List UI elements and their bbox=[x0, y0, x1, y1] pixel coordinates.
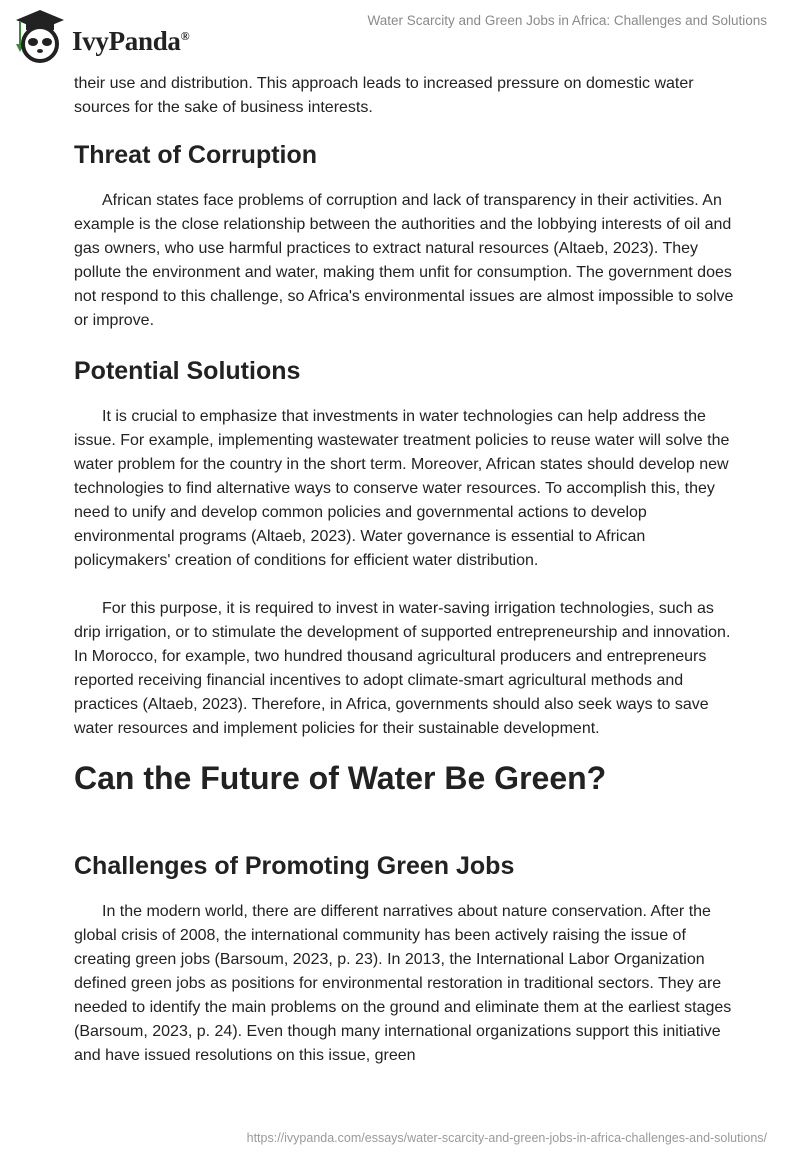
paragraph: African states face problems of corruption and lack of transparency in their activities. An example is the close relationship between the authorities and the lobbying interests of oil and gas owners, who use harmful practices to extract natural resources (Altaeb, 2023). They pollute the environment and water, making them unfit for consumption. The government does not respond to this challenge, so Africa's environmental issues are almost impossible to solve or improve. bbox=[74, 192, 734, 329]
heading-challenges-green-jobs: Challenges of Promoting Green Jobs bbox=[74, 852, 515, 880]
logo[interactable] bbox=[12, 8, 189, 64]
paragraph: For this purpose, it is required to invest in water-saving irrigation technologies, such as drip irrigation, or to stimulate the development of supported entrepreneurship and innovation. In Morocco, for example, two hundred thousand agricultural producers and entrepreneurs reported receiving financial incentives to adopt climate-smart agricultural methods and practices (Altaeb, 2023). Therefore, in Africa, governments should also seek ways to save water resources and implement policies for their sustainable development. bbox=[74, 600, 731, 737]
paragraph: their use and distribution. This approach leads to increased pressure on domestic water sources for the sake of business interests. bbox=[74, 75, 694, 116]
paragraph: It is crucial to emphasize that investments in water technologies can help address the issue. For example, implementing wastewater treatment policies to reuse water will solve the water problem for the country in the short term. Moreover, African states should develop new technologies to find alternative ways to conserve water resources. To accomplish this, they need to unify and develop common policies and governmental actions to develop environmental programs (Altaeb, 2023). Water governance is essential to African policymakers' creation of conditions for efficient water distribution. bbox=[74, 408, 730, 569]
heading-threat-of-corruption: Threat of Corruption bbox=[74, 141, 318, 169]
panda-graduate-icon bbox=[12, 8, 68, 64]
paragraph: In the modern world, there are different narratives about nature conservation. After the global crisis of 2008, the international community has been actively raising the issue of creating green jobs (Barsoum, 2023, p. 23). In 2013, the International Labor Organization defined green jobs as positions for environmental restoration in traditional sectors. They are needed to identify the main problems on the ground and eliminate them at the earliest stages (Barsoum, 2023, p. 24). Even though many international organizations support this initiative and have issued resolutions on this issue, green bbox=[74, 903, 732, 1064]
heading-future-of-water: Can the Future of Water Be Green? bbox=[74, 760, 607, 796]
document-title: Water Scarcity and Green Jobs in Africa: Challenges and Solutions bbox=[367, 13, 767, 28]
page-url[interactable]: https://ivypanda.com/essays/water-scarcity-and-green-jobs-in-africa-challenges-and-solutions/ bbox=[246, 1131, 767, 1145]
logo-text: IvyPanda® bbox=[72, 25, 190, 56]
heading-potential-solutions: Potential Solutions bbox=[74, 357, 301, 385]
